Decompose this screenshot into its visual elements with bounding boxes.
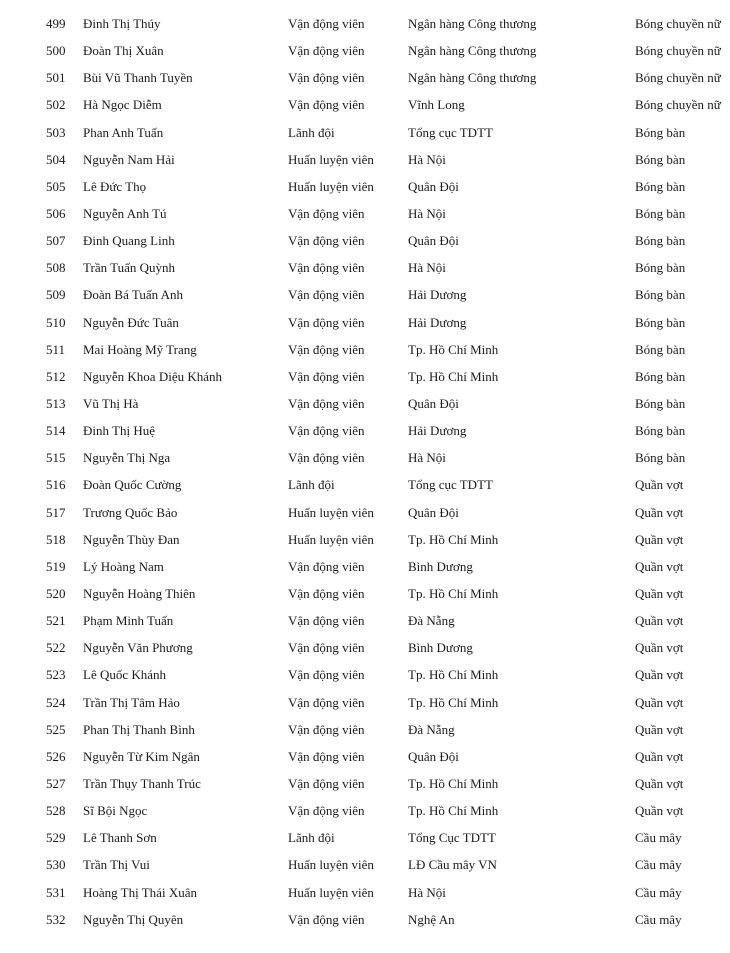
sport: Bóng bàn: [635, 450, 686, 466]
table-row: [0, 906, 730, 933]
table-row: [0, 580, 730, 607]
sport: Bóng chuyền nữ: [635, 16, 721, 31]
unit: Hà Nội: [408, 151, 446, 167]
sport: Bóng bàn: [635, 233, 686, 249]
unit: Nghệ An: [408, 911, 455, 927]
person-name: Lê Thanh Sơn: [83, 830, 157, 846]
table-row: [0, 363, 730, 390]
sport: Quần vợt: [635, 504, 684, 520]
person-name: Nguyễn Từ Kim Ngân: [83, 748, 200, 764]
row-number: 519: [46, 558, 66, 574]
row-number: 508: [46, 260, 66, 276]
sport: Quần vợt: [635, 477, 684, 493]
table-row: [0, 716, 730, 743]
row-number: 510: [46, 314, 66, 330]
row-number: 512: [46, 368, 66, 384]
person-name: Sĩ Bội Ngọc: [83, 803, 148, 819]
unit: Tp. Hồ Chí Minh: [408, 341, 499, 357]
person-name: Đoàn Bá Tuấn Anh: [83, 287, 184, 303]
unit: Tổng Cục TDTT: [408, 830, 496, 846]
row-number: 502: [46, 97, 66, 113]
table-row: [0, 119, 730, 146]
role: Lãnh đội: [288, 477, 335, 493]
unit: Quân Đội: [408, 178, 459, 194]
role: Vận động viên: [288, 803, 365, 819]
sport: Cầu mây: [635, 911, 682, 927]
sport: Cầu mây: [635, 857, 682, 873]
unit: Vĩnh Long: [408, 97, 465, 113]
sport: Cầu mây: [635, 830, 682, 846]
role: Vận động viên: [288, 558, 365, 574]
table-row: [0, 661, 730, 688]
table-row: [0, 499, 730, 526]
athlete-table: [0, 10, 730, 933]
unit: Hà Nội: [408, 450, 446, 466]
table-row: [0, 634, 730, 661]
person-name: Trần Thị Tâm Hảo: [83, 694, 180, 710]
unit: Hà Nội: [408, 260, 446, 276]
role: Huấn luyện viên: [288, 531, 374, 547]
person-name: Nguyễn Đức Tuân: [83, 314, 179, 330]
sport: Quần vợt: [635, 803, 684, 819]
sport: Bóng bàn: [635, 260, 686, 276]
unit: Bình Dương: [408, 558, 473, 574]
unit: Tp. Hồ Chí Minh: [408, 667, 499, 683]
row-number: 524: [46, 694, 66, 710]
person-name: Nguyễn Nam Hải: [83, 151, 175, 167]
role: Vận động viên: [288, 667, 365, 683]
table-row: [0, 526, 730, 553]
sport: Quần vợt: [635, 748, 684, 764]
unit: Ngân hàng Công thương: [408, 70, 537, 86]
unit: Tổng cục TDTT: [408, 477, 493, 493]
athlete-list-document: [0, 10, 730, 940]
row-number: 516: [46, 477, 66, 493]
person-name: Nguyễn Thị Quyên: [83, 911, 184, 927]
person-name: Trần Thụy Thanh Trúc: [83, 775, 201, 791]
role: Vận động viên: [288, 613, 365, 629]
role: Vận động viên: [288, 16, 365, 31]
sport: Bóng chuyền nữ: [635, 97, 721, 113]
person-name: Nguyễn Thị Nga: [83, 450, 171, 466]
person-name: Đinh Quang Linh: [83, 233, 175, 249]
unit: Hải Dương: [408, 423, 467, 439]
row-number: 509: [46, 287, 66, 303]
sport: Quần vợt: [635, 585, 684, 601]
sport: Quần vợt: [635, 694, 684, 710]
role: Vận động viên: [288, 911, 365, 927]
table-row: [0, 336, 730, 363]
sport: Quần vợt: [635, 640, 684, 656]
unit: Tp. Hồ Chí Minh: [408, 531, 499, 547]
row-number: 531: [46, 884, 66, 900]
role: Vận động viên: [288, 640, 365, 656]
row-number: 514: [46, 423, 66, 439]
unit: Ngân hàng Công thương: [408, 43, 537, 59]
role: Vận động viên: [288, 314, 365, 330]
unit: Tp. Hồ Chí Minh: [408, 775, 499, 791]
person-name: Lý Hoàng Nam: [83, 558, 164, 574]
table-row: [0, 254, 730, 281]
sport: Bóng chuyền nữ: [635, 70, 721, 86]
sport: Bóng bàn: [635, 395, 686, 411]
sport: Quần vợt: [635, 558, 684, 574]
role: Vận động viên: [288, 423, 365, 439]
unit: Tp. Hồ Chí Minh: [408, 585, 499, 601]
sport: Bóng bàn: [635, 124, 686, 140]
table-row: [0, 390, 730, 417]
person-name: Lê Đức Thọ: [83, 178, 147, 194]
person-name: Hoàng Thị Thái Xuân: [83, 884, 197, 900]
table-row: [0, 37, 730, 64]
unit: Bình Dương: [408, 640, 473, 656]
table-row: [0, 64, 730, 91]
unit: LĐ Cầu mây VN: [408, 857, 497, 873]
sport: Bóng bàn: [635, 423, 686, 439]
role: Vận động viên: [288, 395, 365, 411]
sport: Quần vợt: [635, 721, 684, 737]
person-name: Nguyễn Hoàng Thiên: [83, 585, 196, 601]
person-name: Lê Quốc Khánh: [83, 667, 167, 683]
role: Huấn luyện viên: [288, 504, 374, 520]
table-row: [0, 607, 730, 634]
row-number: 527: [46, 775, 66, 791]
row-number: 528: [46, 803, 66, 819]
table-row: [0, 553, 730, 580]
row-number: 520: [46, 585, 66, 601]
sport: Quần vợt: [635, 613, 684, 629]
sport: Bóng bàn: [635, 151, 686, 167]
sport: Quần vợt: [635, 667, 684, 683]
sport: Bóng bàn: [635, 314, 686, 330]
table-row: [0, 770, 730, 797]
sport: Bóng bàn: [635, 205, 686, 221]
unit: Quân Đội: [408, 504, 459, 520]
unit: Hà Nội: [408, 205, 446, 221]
sport: Cầu mây: [635, 884, 682, 900]
role: Vận động viên: [288, 233, 365, 249]
person-name: Trương Quốc Bảo: [83, 504, 178, 520]
row-number: 518: [46, 531, 66, 547]
role: Lãnh đội: [288, 124, 335, 140]
sport: Quần vợt: [635, 531, 684, 547]
person-name: Mai Hoàng Mỹ Trang: [83, 341, 197, 357]
person-name: Phan Thị Thanh Bình: [83, 721, 195, 737]
row-number: 515: [46, 450, 66, 466]
person-name: Đoàn Thị Xuân: [83, 43, 164, 59]
row-number: 499: [46, 16, 66, 31]
table-row: [0, 824, 730, 851]
row-number: 500: [46, 43, 66, 59]
role: Vận động viên: [288, 70, 365, 86]
sport: Bóng bàn: [635, 368, 686, 384]
unit: Quân Đội: [408, 233, 459, 249]
table-row: [0, 200, 730, 227]
role: Vận động viên: [288, 97, 365, 113]
row-number: 523: [46, 667, 66, 683]
row-number: 501: [46, 70, 66, 86]
table-row: [0, 879, 730, 906]
person-name: Phạm Minh Tuấn: [83, 613, 174, 629]
unit: Tp. Hồ Chí Minh: [408, 694, 499, 710]
sport: Quần vợt: [635, 775, 684, 791]
person-name: Phan Anh Tuấn: [83, 124, 164, 140]
table-row: [0, 91, 730, 118]
row-number: 522: [46, 640, 66, 656]
row-number: 532: [46, 911, 66, 927]
role: Huấn luyện viên: [288, 151, 374, 167]
person-name: Trần Thị Vui: [83, 857, 150, 873]
table-row: [0, 309, 730, 336]
row-number: 525: [46, 721, 66, 737]
role: Vận động viên: [288, 748, 365, 764]
person-name: Nguyễn Anh Tú: [83, 205, 167, 221]
sport: Bóng bàn: [635, 341, 686, 357]
role: Vận động viên: [288, 694, 365, 710]
table-row: [0, 797, 730, 824]
row-number: 517: [46, 504, 66, 520]
row-number: 529: [46, 830, 66, 846]
person-name: Nguyễn Văn Phương: [83, 640, 193, 656]
role: Huấn luyện viên: [288, 884, 374, 900]
unit: Tp. Hồ Chí Minh: [408, 368, 499, 384]
table-row: [0, 689, 730, 716]
unit: Hà Nội: [408, 884, 446, 900]
person-name: Nguyễn Khoa Diệu Khánh: [83, 368, 222, 384]
person-name: Nguyễn Thùy Đan: [83, 531, 180, 547]
row-number: 513: [46, 395, 66, 411]
person-name: Đinh Thị Thúy: [83, 16, 161, 31]
sport: Bóng bàn: [635, 178, 686, 194]
row-number: 505: [46, 178, 66, 194]
role: Lãnh đội: [288, 830, 335, 846]
unit: Quân Đội: [408, 395, 459, 411]
unit: Ngân hàng Công thương: [408, 16, 537, 31]
row-number: 506: [46, 205, 66, 221]
table-row: [0, 146, 730, 173]
sport: Bóng chuyền nữ: [635, 43, 721, 59]
person-name: Đinh Thị Huệ: [83, 423, 155, 439]
row-number: 521: [46, 613, 66, 629]
role: Vận động viên: [288, 341, 365, 357]
row-number: 507: [46, 233, 66, 249]
role: Vận động viên: [288, 721, 365, 737]
table-row: [0, 743, 730, 770]
row-number: 503: [46, 124, 66, 140]
table-row: [0, 417, 730, 444]
table-row: [0, 444, 730, 471]
table-row: [0, 281, 730, 308]
role: Huấn luyện viên: [288, 178, 374, 194]
table-row: [0, 10, 730, 37]
role: Vận động viên: [288, 450, 365, 466]
role: Vận động viên: [288, 368, 365, 384]
unit: Quân Đội: [408, 748, 459, 764]
person-name: Trần Tuấn Quỳnh: [83, 260, 175, 276]
unit: Tổng cục TDTT: [408, 124, 493, 140]
table-row: [0, 227, 730, 254]
table-row: [0, 173, 730, 200]
person-name: Bùi Vũ Thanh Tuyền: [83, 70, 193, 86]
role: Vận động viên: [288, 287, 365, 303]
unit: Hải Dương: [408, 314, 467, 330]
table-row: [0, 851, 730, 878]
unit: Đà Nẵng: [408, 721, 455, 737]
role: Vận động viên: [288, 43, 365, 59]
role: Vận động viên: [288, 585, 365, 601]
row-number: 530: [46, 857, 66, 873]
unit: Tp. Hồ Chí Minh: [408, 803, 499, 819]
row-number: 504: [46, 151, 66, 167]
person-name: Hà Ngọc Diễm: [83, 97, 162, 113]
unit: Đà Nẵng: [408, 613, 455, 629]
row-number: 526: [46, 748, 66, 764]
sport: Bóng bàn: [635, 287, 686, 303]
table-row: [0, 471, 730, 498]
person-name: Đoàn Quốc Cường: [83, 477, 182, 493]
row-number: 511: [46, 341, 66, 357]
person-name: Vũ Thị Hà: [83, 395, 139, 411]
role: Vận động viên: [288, 260, 365, 276]
role: Huấn luyện viên: [288, 857, 374, 873]
role: Vận động viên: [288, 775, 365, 791]
unit: Hải Dương: [408, 287, 467, 303]
role: Vận động viên: [288, 205, 365, 221]
